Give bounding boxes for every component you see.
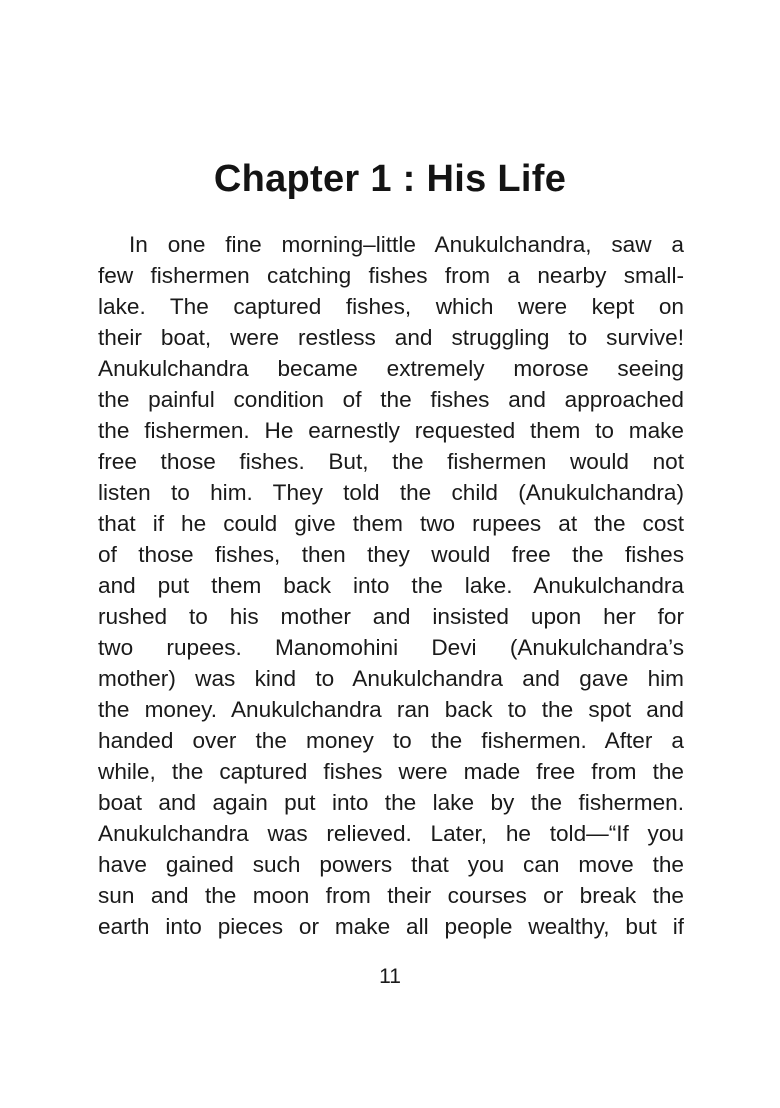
text-line: of those fishes, then they would free the fishes [98,542,684,567]
text-line: handed over the money to the fishermen. After a [98,728,684,753]
text-line: Anukulchandra became extremely morose seeing [98,356,684,381]
text-line: have gained such powers that you can move the [98,852,684,877]
text-line: that if he could give them two rupees at the cost [98,511,684,536]
text-line: the fishermen. He earnestly requested them to make [98,418,684,443]
text-line: mother) was kind to Anukulchandra and gave him [98,666,684,691]
text-line: while, the captured fishes were made free from the [98,759,684,784]
text-line: boat and again put into the lake by the fishermen. [98,790,684,815]
text-line: and put them back into the lake. Anukulchandra [98,573,684,598]
text-line: their boat, were restless and struggling to survive! [98,325,684,350]
body-paragraph [98,229,684,942]
page-number: 11 [379,965,401,988]
text-line: In one fine morning–little Anukulchandra, saw a [129,232,684,257]
text-line: earth into pieces or make all people wealthy, but if [98,914,684,939]
text-line: lake. The captured fishes, which were kept on [98,294,684,319]
chapter-title: Chapter 1 : His Life [213,158,567,200]
text-line: two rupees. Manomohini Devi (Anukulchandra’s [98,635,684,660]
text-line: listen to him. They told the child (Anukulchandra) [98,480,684,505]
text-line: the money. Anukulchandra ran back to the spot and [98,697,684,722]
text-line: few fishermen catching fishes from a nearby small- [98,263,684,288]
text-line: the painful condition of the fishes and approached [98,387,684,412]
text-line: sun and the moon from their courses or break the [98,883,684,908]
text-line: rushed to his mother and insisted upon her for [98,604,684,629]
text-line: Anukulchandra was relieved. Later, he told—“If you [98,821,684,846]
text-line: free those fishes. But, the fishermen would not [98,449,684,474]
